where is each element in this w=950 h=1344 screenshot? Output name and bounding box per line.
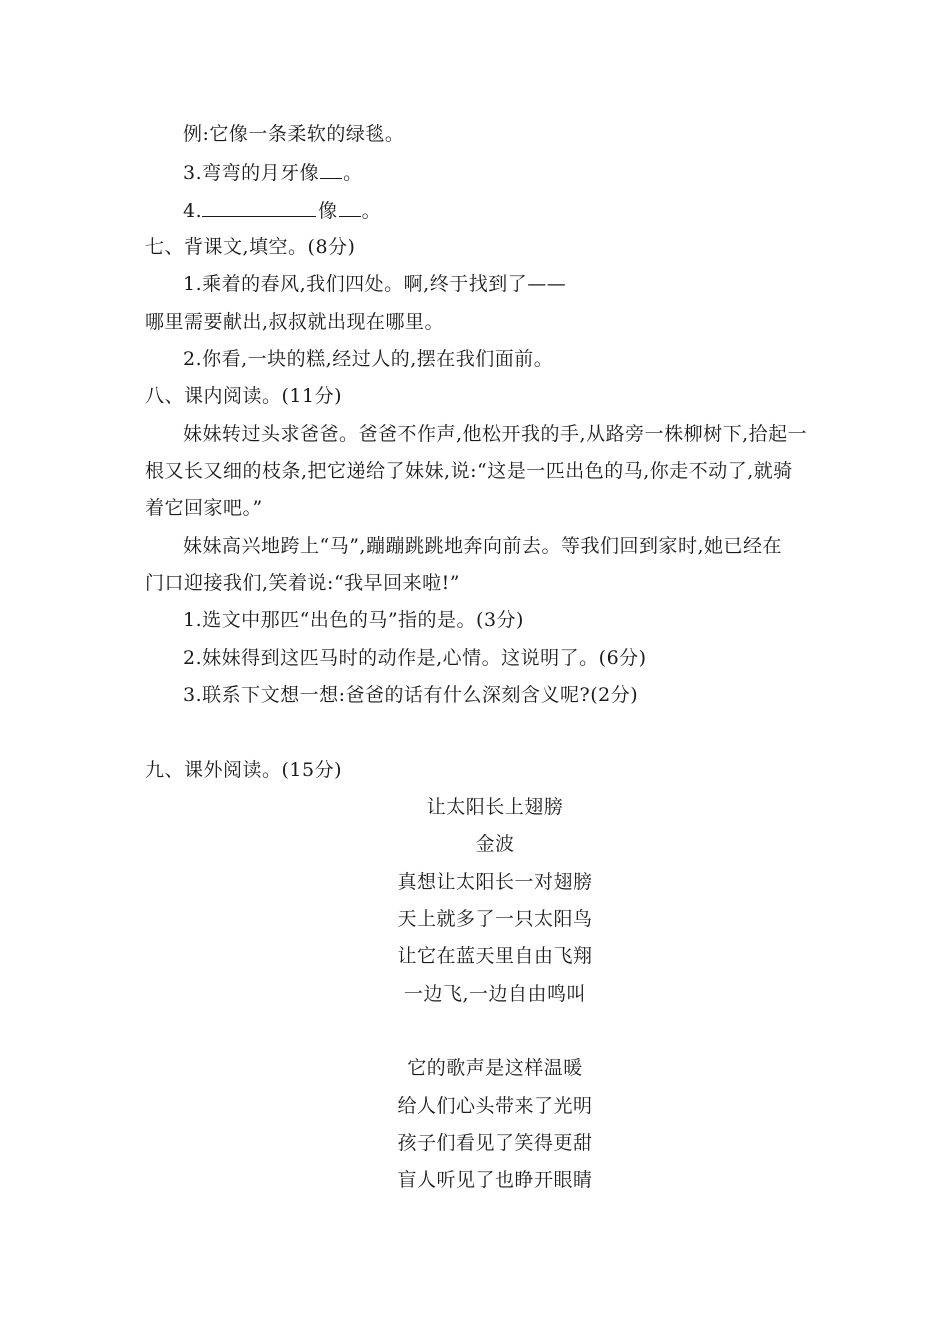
poem-line: 孩子们看见了笑得更甜	[397, 1132, 593, 1154]
answer-blank[interactable]	[202, 198, 316, 217]
question-6-4-prefix: 4.	[183, 200, 203, 222]
poem-line: 盲人听见了也睁开眼睛	[397, 1169, 593, 1191]
passage-para2-line2: 门口迎接我们,笑着说:“我早回来啦!”	[145, 572, 461, 594]
passage-para2-line1: 妹妹高兴地跨上“马”,蹦蹦跳跳地奔向前去。等我们回到家时,她已经在	[183, 535, 783, 557]
example-sentence: 例:它像一条柔软的绿毯。	[183, 123, 405, 145]
question-6-4-suffix: 。	[361, 200, 382, 222]
poem-line: 真想让太阳长一对翅膀	[397, 871, 593, 893]
question-7-1-line1: 1.乘着的春风,我们四处。啊,终于找到了——	[183, 273, 567, 295]
question-8-1: 1.选文中那匹“出色的马”指的是。(3分)	[183, 609, 524, 631]
question-8-3: 3.联系下文想一想:爸爸的话有什么深刻含义呢?(2分)	[183, 684, 639, 706]
question-7-1-line2: 哪里需要献出,叔叔就出现在哪里。	[145, 311, 445, 333]
poem-line: 一边飞,一边自由鸣叫	[403, 983, 587, 1005]
question-6-3-prefix: 3.弯弯的月牙像	[183, 162, 320, 184]
question-6-3	[183, 160, 363, 185]
question-6-3-suffix: 。	[343, 162, 363, 184]
answer-blank[interactable]	[320, 160, 342, 179]
poem-title: 让太阳长上翅膀	[426, 796, 564, 818]
section-8-heading: 八、课内阅读。(11分)	[145, 385, 343, 407]
question-6-4	[183, 198, 381, 223]
question-8-2: 2.妹妹得到这匹马时的动作是,心情。这说明了。(6分)	[183, 647, 647, 669]
passage-para1-line3: 着它回家吧。”	[145, 497, 263, 519]
poem-author: 金波	[475, 833, 515, 855]
poem-line: 天上就多了一只太阳鸟	[397, 908, 593, 930]
poem-line: 它的歌声是这样温暖	[407, 1057, 583, 1079]
question-7-2: 2.你看,一块的糕,经过人的,摆在我们面前。	[183, 348, 554, 370]
section-9-heading: 九、课外阅读。(15分)	[145, 759, 343, 781]
poem-line: 让它在蓝天里自由飞翔	[397, 945, 593, 967]
answer-blank[interactable]	[339, 198, 361, 217]
question-6-4-middle: 像	[318, 200, 338, 222]
section-7-heading: 七、背课文,填空。(8分)	[145, 236, 356, 258]
passage-para1-line2: 根又长又细的枝条,把它递给了妹妹,说:“这是一匹出色的马,你走不动了,就骑	[145, 460, 793, 482]
passage-para1-line1: 妹妹转过头求爸爸。爸爸不作声,他松开我的手,从路旁一株柳树下,拾起一	[183, 423, 808, 445]
poem-line: 给人们心头带来了光明	[397, 1095, 593, 1117]
